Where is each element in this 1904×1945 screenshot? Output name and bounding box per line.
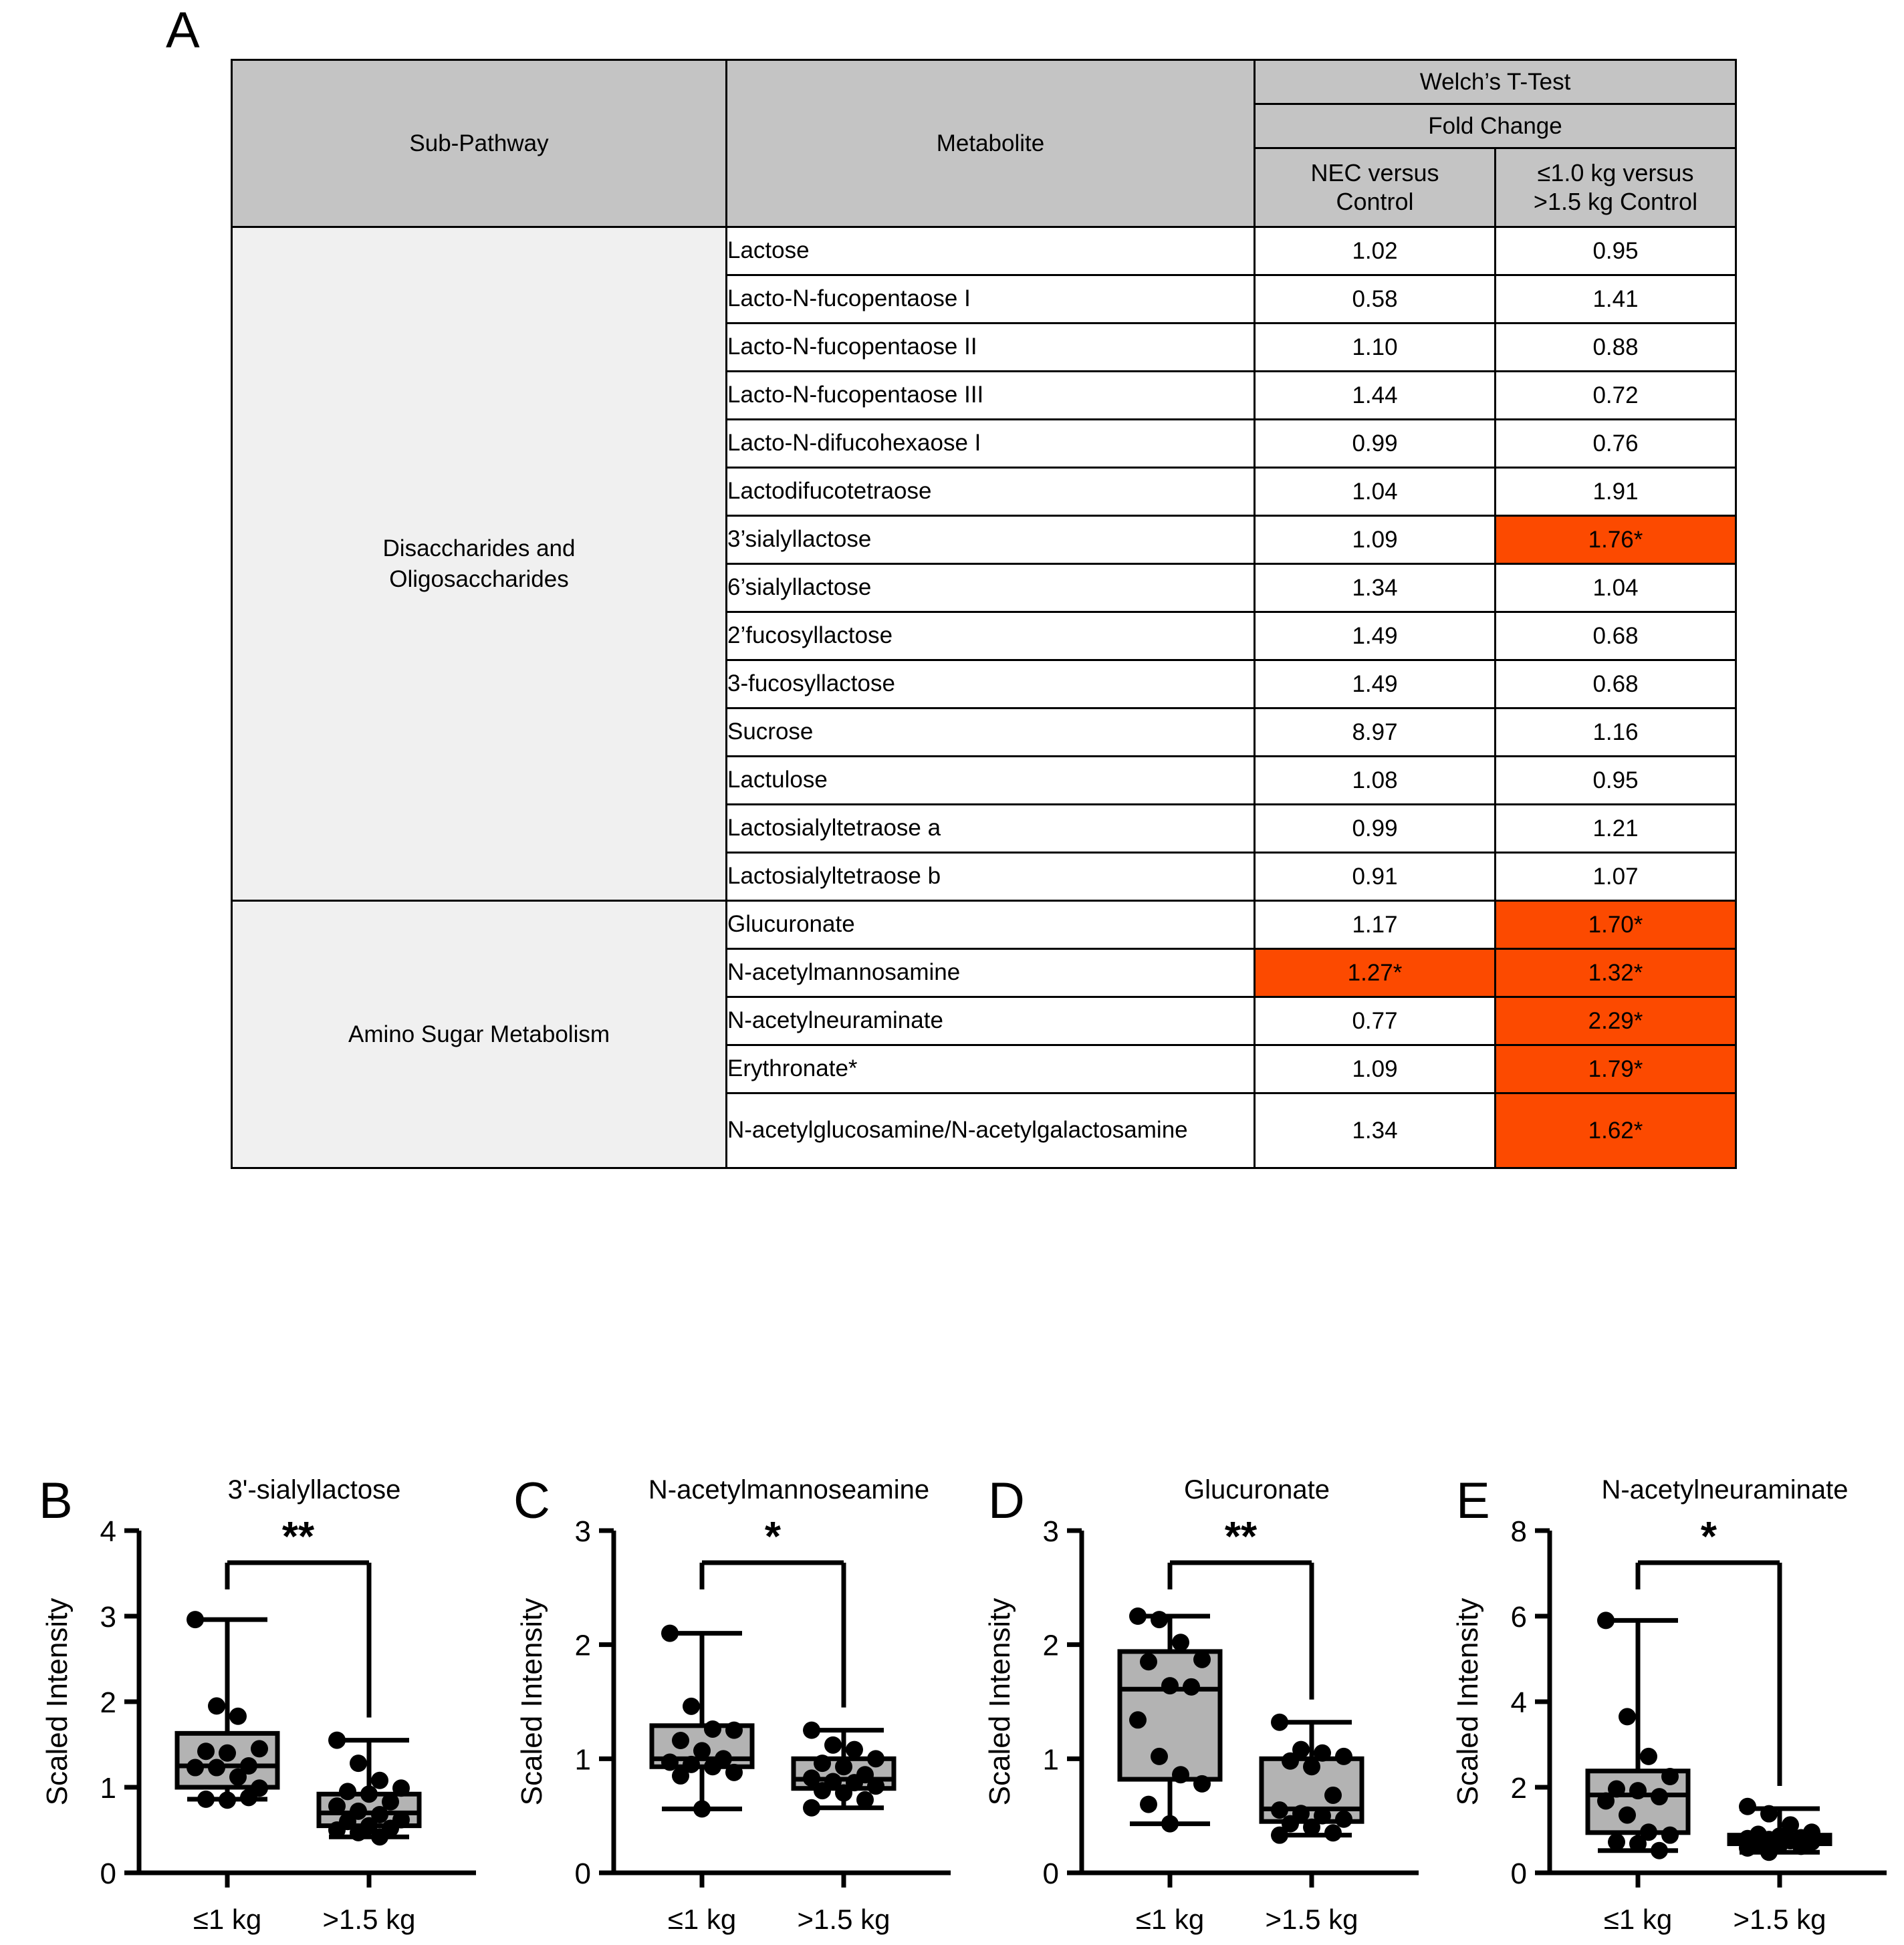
y-tick-label: 2 <box>100 1686 116 1719</box>
metabolite-cell: Sucrose <box>727 708 1255 757</box>
x-tick-label: ≤1 kg <box>1135 1904 1205 1935</box>
significance-label: * <box>1700 1514 1717 1560</box>
y-tick-label: 2 <box>1510 1772 1527 1805</box>
data-point <box>1193 1651 1211 1668</box>
data-point <box>661 1625 679 1642</box>
y-tick-label: 6 <box>1510 1601 1527 1634</box>
plot-title: N-acetylmannoseamine <box>648 1475 930 1505</box>
data-point <box>1651 1842 1668 1859</box>
data-point <box>187 1759 204 1777</box>
header-metabolite: Metabolite <box>727 60 1255 227</box>
y-axis-title: Scaled Intensity <box>1451 1597 1484 1806</box>
fold-change-nec-cell: 0.58 <box>1255 275 1496 323</box>
data-point <box>251 1740 268 1757</box>
metabolite-cell: N-acetylneuraminate <box>727 997 1255 1045</box>
y-tick-label: 3 <box>574 1515 591 1548</box>
data-point <box>814 1782 831 1799</box>
boxplot-svg-b <box>27 1464 495 1945</box>
data-point <box>1129 1711 1147 1728</box>
box-group <box>794 1722 894 1817</box>
data-point <box>814 1755 831 1772</box>
x-tick-label: >1.5 kg <box>1265 1904 1358 1935</box>
data-point <box>867 1777 884 1795</box>
y-tick-label: 0 <box>1510 1857 1527 1890</box>
plot-title: Glucuronate <box>1184 1475 1330 1505</box>
data-point <box>1140 1653 1157 1670</box>
metabolite-cell: Lactose <box>727 227 1255 275</box>
data-point <box>661 1753 679 1771</box>
data-point <box>704 1758 721 1775</box>
data-point <box>1739 1798 1756 1815</box>
y-axis-title: Scaled Intensity <box>983 1597 1016 1806</box>
fold-change-kg-cell: 1.21 <box>1496 805 1736 853</box>
fold-change-kg-cell: 1.79* <box>1496 1045 1736 1093</box>
fold-change-nec-cell: 0.99 <box>1255 805 1496 853</box>
header-fold-change: Fold Change <box>1255 104 1736 148</box>
data-point <box>1629 1782 1647 1799</box>
data-point <box>846 1741 863 1759</box>
data-point <box>672 1732 689 1749</box>
metabolite-cell: Lactodifucotetraose <box>727 468 1255 516</box>
data-point <box>1739 1839 1756 1857</box>
data-point <box>824 1736 842 1754</box>
fold-change-nec-cell: 1.49 <box>1255 660 1496 708</box>
data-point <box>1282 1753 1299 1770</box>
data-point <box>1271 1827 1288 1844</box>
fold-change-kg-cell: 0.68 <box>1496 612 1736 660</box>
panel-letter-e: E <box>1456 1472 1490 1529</box>
data-point <box>1151 1748 1168 1765</box>
data-point <box>1161 1677 1179 1694</box>
fold-change-nec-cell: 0.99 <box>1255 420 1496 468</box>
metabolite-fold-change-table <box>231 59 1735 1169</box>
metabolite-cell: 2’fucosyllactose <box>727 612 1255 660</box>
sub-pathway-cell <box>232 227 727 901</box>
plot-title: 3'-sialyllactose <box>227 1475 401 1505</box>
y-tick-label: 0 <box>1042 1857 1059 1890</box>
data-point <box>1151 1611 1168 1628</box>
data-point <box>725 1722 743 1739</box>
data-point <box>803 1799 820 1817</box>
header-sub-pathway: Sub-Pathway <box>232 60 727 227</box>
header-kg-versus-control <box>1496 148 1736 227</box>
data-point <box>1792 1837 1810 1855</box>
fold-change-kg-cell: 0.88 <box>1496 323 1736 372</box>
data-point <box>328 1821 346 1839</box>
header-kg-line2: >1.5 kg Control <box>1533 187 1698 215</box>
fold-change-kg-cell: 1.16 <box>1496 708 1736 757</box>
data-point <box>392 1779 410 1797</box>
data-point <box>672 1767 689 1785</box>
data-point <box>1314 1744 1331 1762</box>
data-point <box>704 1720 721 1738</box>
metabolite-cell: Lacto-N-difucohexaose I <box>727 420 1255 468</box>
metabolite-cell: Lacto-N-fucopentaose I <box>727 275 1255 323</box>
data-point <box>693 1742 711 1759</box>
metabolite-cell: 3’sialyllactose <box>727 516 1255 564</box>
boxplot-svg-e <box>1437 1464 1904 1945</box>
data-point <box>803 1722 820 1739</box>
fold-change-nec-cell: 1.08 <box>1255 757 1496 805</box>
data-point <box>1172 1766 1189 1783</box>
data-point <box>1597 1792 1615 1809</box>
data-point <box>208 1697 225 1714</box>
fold-change-nec-cell: 1.27* <box>1255 949 1496 997</box>
significance-label: ** <box>281 1514 315 1560</box>
y-tick-label: 3 <box>1042 1515 1059 1548</box>
fold-change-kg-cell: 1.62* <box>1496 1093 1736 1168</box>
data-point <box>1597 1611 1615 1629</box>
metabolite-cell: Lactosialyltetraose a <box>727 805 1255 853</box>
data-point <box>1640 1748 1657 1765</box>
x-tick-label: ≤1 kg <box>1603 1904 1673 1935</box>
header-nec-line1: NEC versus <box>1310 159 1439 187</box>
metabolite-cell: 6’sialyllactose <box>727 564 1255 612</box>
data-point <box>219 1791 236 1809</box>
data-point <box>1140 1796 1157 1813</box>
boxplot-panel-e <box>1437 1464 1904 1945</box>
fold-change-nec-cell: 1.34 <box>1255 1093 1496 1168</box>
data-point <box>1271 1714 1288 1731</box>
data-point <box>328 1797 346 1815</box>
y-axis-title: Scaled Intensity <box>515 1597 548 1806</box>
fold-change-kg-cell: 1.07 <box>1496 853 1736 901</box>
fold-change-nec-cell: 1.34 <box>1255 564 1496 612</box>
data-point <box>1608 1833 1625 1851</box>
data-point <box>1161 1815 1179 1833</box>
box-group <box>652 1625 752 1818</box>
plot-title: N-acetylneuraminate <box>1601 1475 1849 1505</box>
header-nec-line2: Control <box>1336 187 1414 215</box>
data-point <box>1651 1788 1668 1805</box>
data-point <box>1335 1811 1352 1828</box>
data-point <box>835 1758 852 1775</box>
fold-change-nec-cell: 1.02 <box>1255 227 1496 275</box>
data-point <box>219 1744 236 1762</box>
panel-letter-a: A <box>166 2 200 59</box>
data-point <box>1193 1775 1211 1793</box>
box-group <box>1120 1607 1220 1833</box>
panel-letter-b: B <box>39 1472 73 1529</box>
boxplot-panel-b <box>27 1464 495 1945</box>
box-group <box>1730 1798 1830 1861</box>
fold-change-kg-cell: 1.41 <box>1496 275 1736 323</box>
panel-letter-c: C <box>513 1472 550 1529</box>
box-group <box>1262 1714 1362 1844</box>
x-tick-label: >1.5 kg <box>797 1904 890 1935</box>
data-point <box>360 1785 378 1803</box>
metabolite-cell: Lactulose <box>727 757 1255 805</box>
x-tick-label: ≤1 kg <box>193 1904 262 1935</box>
significance-label: ** <box>1224 1514 1258 1560</box>
data-point <box>371 1772 388 1789</box>
metabolite-cell: Lactosialyltetraose b <box>727 853 1255 901</box>
data-point <box>229 1769 247 1786</box>
fold-change-nec-cell: 0.91 <box>1255 853 1496 901</box>
y-axis-title: Scaled Intensity <box>41 1597 74 1806</box>
data-point <box>1619 1807 1636 1824</box>
fold-change-nec-cell: 1.09 <box>1255 516 1496 564</box>
fold-change-kg-cell: 1.91 <box>1496 468 1736 516</box>
table-row <box>232 227 1736 275</box>
fold-change-kg-cell: 0.68 <box>1496 660 1736 708</box>
boxplot-panel-d <box>969 1464 1437 1945</box>
fold-change-kg-cell: 0.95 <box>1496 227 1736 275</box>
panel-letter-d: D <box>988 1472 1025 1529</box>
box-group <box>177 1611 277 1809</box>
data-point <box>197 1791 215 1808</box>
fold-change-nec-cell: 1.44 <box>1255 372 1496 420</box>
header-welch-t-test: Welch’s T-Test <box>1255 60 1736 104</box>
y-tick-label: 4 <box>100 1515 116 1548</box>
data-point <box>240 1789 257 1806</box>
header-nec-versus-control <box>1255 148 1496 227</box>
boxplot-panel-c <box>501 1464 969 1945</box>
metabolite-cell: Erythronate* <box>727 1045 1255 1093</box>
boxplot-svg-c <box>501 1464 969 1945</box>
box-group <box>1588 1611 1688 1859</box>
fold-change-nec-cell: 1.09 <box>1255 1045 1496 1093</box>
sub-pathway-line1: Disaccharides and <box>382 535 576 561</box>
y-tick-label: 1 <box>100 1772 116 1805</box>
data-point <box>208 1759 225 1777</box>
fold-change-nec-cell: 0.77 <box>1255 997 1496 1045</box>
fold-change-kg-cell: 1.32* <box>1496 949 1736 997</box>
data-point <box>350 1824 367 1841</box>
fold-change-kg-cell: 0.72 <box>1496 372 1736 420</box>
table-body <box>232 227 1736 1168</box>
x-tick-label: >1.5 kg <box>322 1904 416 1935</box>
metabolite-cell: N-acetylmannosamine <box>727 949 1255 997</box>
sub-pathway-cell: Amino Sugar Metabolism <box>232 901 727 1168</box>
metabolite-cell: Lacto-N-fucopentaose III <box>727 372 1255 420</box>
y-tick-label: 2 <box>574 1629 591 1662</box>
significance-bracket <box>227 1514 369 1718</box>
fold-change-nec-cell: 8.97 <box>1255 708 1496 757</box>
significance-bracket <box>1638 1514 1780 1786</box>
data-point <box>1335 1748 1352 1765</box>
metabolite-cell: N-acetylglucosamine/N-acetylgalactosamine <box>727 1093 1255 1168</box>
sub-pathway-line2: Oligosaccharides <box>389 565 569 592</box>
y-tick-label: 0 <box>100 1857 116 1890</box>
significance-bracket <box>702 1514 844 1708</box>
y-tick-label: 2 <box>1042 1629 1059 1662</box>
data-point <box>229 1708 247 1725</box>
fold-change-kg-cell: 1.04 <box>1496 564 1736 612</box>
data-point <box>1172 1634 1189 1651</box>
fold-change-kg-cell: 1.76* <box>1496 516 1736 564</box>
data-point <box>187 1611 204 1628</box>
x-tick-label: ≤1 kg <box>667 1904 737 1935</box>
fold-change-kg-cell: 0.95 <box>1496 757 1736 805</box>
data-point <box>1303 1819 1320 1836</box>
y-tick-label: 8 <box>1510 1515 1527 1548</box>
fold-change-nec-cell: 1.49 <box>1255 612 1496 660</box>
data-point <box>1271 1801 1288 1819</box>
boxplot-svg-d <box>969 1464 1437 1945</box>
box-group <box>319 1732 419 1846</box>
fold-change-kg-cell: 0.76 <box>1496 420 1736 468</box>
data-point <box>350 1755 367 1772</box>
data-point <box>371 1828 388 1845</box>
fold-change-nec-cell: 1.04 <box>1255 468 1496 516</box>
data-point <box>683 1698 700 1715</box>
data-point <box>328 1732 346 1749</box>
data-point <box>1760 1843 1778 1861</box>
y-tick-label: 0 <box>574 1857 591 1890</box>
data-point <box>1303 1758 1320 1775</box>
table-row <box>232 901 1736 949</box>
data-point <box>1760 1805 1778 1823</box>
table-header <box>232 60 1736 227</box>
header-kg-line1: ≤1.0 kg versus <box>1537 159 1694 187</box>
data-point <box>1324 1824 1342 1841</box>
data-point <box>1629 1835 1647 1852</box>
y-tick-label: 1 <box>1042 1743 1059 1777</box>
table <box>231 59 1737 1169</box>
y-tick-label: 4 <box>1510 1686 1527 1719</box>
data-point <box>856 1791 874 1809</box>
y-tick-label: 3 <box>100 1601 116 1634</box>
metabolite-cell: Lacto-N-fucopentaose II <box>727 323 1255 372</box>
data-point <box>1619 1708 1636 1725</box>
data-point <box>1129 1607 1147 1625</box>
fold-change-nec-cell: 1.17 <box>1255 901 1496 949</box>
metabolite-cell: 3-fucosyllactose <box>727 660 1255 708</box>
significance-label: * <box>764 1514 782 1560</box>
y-tick-label: 1 <box>574 1743 591 1777</box>
data-point <box>197 1742 215 1760</box>
data-point <box>1661 1768 1679 1785</box>
fold-change-nec-cell: 1.10 <box>1255 323 1496 372</box>
data-point <box>1661 1827 1679 1844</box>
data-point <box>835 1785 852 1802</box>
data-point <box>1183 1678 1200 1696</box>
data-point <box>867 1750 884 1767</box>
fold-change-kg-cell: 2.29* <box>1496 997 1736 1045</box>
metabolite-cell: Glucuronate <box>727 901 1255 949</box>
fold-change-kg-cell: 1.70* <box>1496 901 1736 949</box>
data-point <box>339 1783 356 1800</box>
data-point <box>693 1800 711 1817</box>
x-tick-label: >1.5 kg <box>1733 1904 1826 1935</box>
data-point <box>725 1764 743 1781</box>
data-point <box>1324 1787 1342 1804</box>
